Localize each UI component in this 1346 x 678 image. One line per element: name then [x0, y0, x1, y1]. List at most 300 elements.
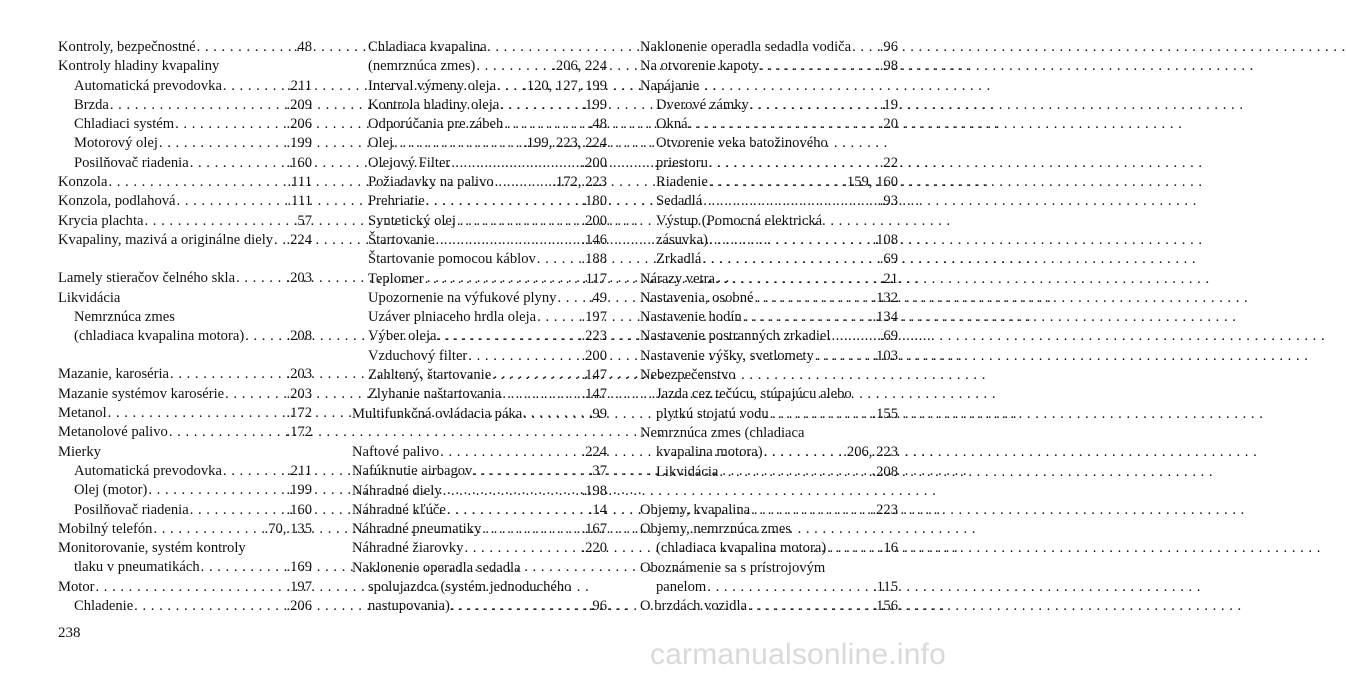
index-page-ref: .146: [581, 231, 607, 248]
index-page-ref: .199: [581, 96, 607, 113]
dot-leader: [443, 482, 581, 501]
index-page-ref: .16: [879, 540, 898, 557]
index-term: (nemrznúca zmes): [368, 58, 476, 75]
index-page-ref: .172, 223: [552, 174, 607, 191]
index-entry: [352, 405, 607, 424]
index-entry: [640, 443, 898, 462]
index-page-ref: .208: [872, 463, 898, 480]
index-entry: [352, 597, 607, 616]
index-page-ref: .169: [286, 559, 312, 576]
index-entry: [58, 173, 312, 192]
index-page-ref: .108: [872, 231, 898, 248]
index-page-ref: .20: [879, 116, 898, 133]
index-entry: [352, 443, 607, 462]
index-entry: [352, 385, 607, 404]
index-page-ref: .155: [872, 405, 898, 422]
index-page-ref: .160: [286, 154, 312, 171]
dot-leader: [764, 443, 843, 462]
index-page-ref: .120, 127, 199: [523, 77, 607, 94]
index-page-ref: .220: [581, 540, 607, 557]
index-entry: [58, 501, 312, 520]
dot-leader: [190, 501, 286, 520]
index-page-ref: .206, 223: [843, 444, 898, 461]
index-entry: [352, 347, 607, 366]
dot-leader: [709, 173, 842, 192]
dot-leader: [197, 38, 293, 57]
index-entry: [352, 134, 607, 153]
index-page-ref: .224: [286, 231, 312, 248]
index-page-ref: .188: [581, 251, 607, 268]
index-column-1: [58, 38, 312, 616]
dot-leader: [201, 558, 286, 577]
index-heading: Naklonenie operadla sedadla: [352, 559, 521, 576]
index-entry: [640, 308, 898, 327]
index-term: Motorový olej: [74, 135, 158, 152]
index-term: Náhradné kľúče: [352, 501, 446, 518]
watermark: carmanualsonline.info: [649, 638, 946, 671]
index-term: Dverové zámky: [656, 96, 749, 113]
index-term: Kvapaliny, mazivá a originálne diely: [58, 231, 274, 248]
index-term: Chladenie: [74, 598, 134, 615]
index-term: Mazanie systémov karosérie: [58, 385, 225, 402]
index-term: Objemy, kvapalina: [640, 501, 751, 518]
index-page-ref: .197: [581, 309, 607, 326]
index-entry: [58, 77, 312, 96]
index-entry: [640, 57, 898, 76]
dot-leader: [170, 365, 285, 384]
index-term: Chladiaci systém: [74, 116, 175, 133]
dot-leader: [709, 231, 872, 250]
index-heading: Výstup (Pomocná elektrická: [656, 212, 823, 229]
index-entry: [352, 192, 607, 211]
index-page-ref: .99: [588, 405, 607, 422]
index-term: Nastavenie výšky, svetlomety: [640, 347, 814, 364]
index-heading: Nemrznúca zmes (chladiaca: [640, 424, 805, 441]
index-term: Metanol: [58, 405, 107, 422]
index-page-ref: .209: [286, 96, 312, 113]
index-page-ref: .156: [872, 598, 898, 615]
index-term: Okná: [656, 116, 688, 133]
index-entry: [58, 212, 312, 231]
index-term: Interval výmeny oleja: [368, 77, 497, 94]
dot-leader: [492, 366, 580, 385]
index-page-ref: .111: [287, 174, 312, 191]
index-term: Likvidácia: [656, 463, 719, 480]
index-page-ref: .199: [286, 482, 312, 499]
dot-leader: [476, 57, 551, 76]
index-page-ref: .172: [286, 405, 312, 422]
index-entry: [352, 212, 607, 231]
dot-leader: [223, 462, 286, 481]
dot-leader: [169, 423, 286, 442]
dot-leader: [482, 520, 580, 539]
index-entry: [58, 134, 312, 153]
index-term: Náhradné žiarovky: [352, 540, 464, 557]
index-entry: [640, 463, 898, 482]
index-term: Konzola, podlahová: [58, 193, 176, 210]
index-page-ref: .19: [879, 96, 898, 113]
index-term: nastupovania): [368, 598, 450, 615]
index-heading: Monitorovanie, systém kontroly: [58, 540, 246, 557]
dot-leader: [435, 231, 580, 250]
index-term: Požiadavky na palivo: [368, 174, 494, 191]
index-term: Vzduchový filter: [368, 347, 468, 364]
index-page-ref: .103: [872, 347, 898, 364]
index-entry: [58, 231, 312, 250]
index-term: Odporúčania pre zábeh: [368, 116, 504, 133]
index-entry: [640, 539, 898, 558]
index-term: Sedadlá: [656, 193, 703, 210]
index-heading: Otvorenie veka batožinového: [656, 135, 828, 152]
index-page-ref: .96: [879, 39, 898, 55]
index-page-ref: .111: [287, 193, 312, 210]
dot-leader: [827, 539, 879, 558]
index-term: Uzáver plniaceho hrdla oleja: [368, 309, 537, 326]
index-term: Posilňovač riadenia: [74, 154, 189, 171]
dot-leader: [394, 134, 522, 153]
dot-leader: [495, 173, 552, 192]
dot-leader: [523, 405, 588, 424]
index-page-ref: .200: [581, 154, 607, 171]
index-entry: [352, 57, 607, 76]
index-entry: [640, 327, 898, 346]
index-entry: [58, 38, 312, 57]
dot-leader: [743, 308, 872, 327]
dot-leader: [831, 327, 878, 346]
index-term: O brzdách vozidla: [640, 598, 747, 615]
index-term: kvapalina motora): [656, 444, 763, 461]
index-term: Upozornenie na výfukové plyny: [368, 289, 557, 306]
index-page-ref: .211: [287, 77, 312, 94]
index-page-ref: .200: [581, 347, 607, 364]
index-term: Mobilný telefón: [58, 520, 153, 537]
dot-leader: [557, 289, 587, 308]
index-entry: [352, 250, 607, 269]
index-entry: [640, 192, 898, 211]
index-term: Nafúknutie airbagov: [352, 463, 473, 480]
index-entry: [352, 270, 607, 289]
index-page-ref: .208: [286, 328, 312, 345]
index-entry: [352, 482, 607, 501]
index-page-ref: .147: [581, 386, 607, 403]
dot-leader: [770, 405, 872, 424]
index-entry: [640, 250, 898, 269]
index-term: Prehriatie: [368, 193, 425, 210]
index-term: zásuvka): [656, 231, 708, 248]
index-term: Štartovanie pomocou káblov: [368, 251, 536, 268]
index-entry: [352, 289, 607, 308]
index-term: Riadenie: [656, 174, 708, 191]
index-term: Nastavenia, osobné: [640, 289, 754, 306]
index-entry: [352, 173, 607, 192]
index-heading: Napájanie: [640, 77, 700, 94]
index-entry: [352, 115, 607, 134]
dot-leader: [236, 269, 285, 288]
index-term: Posilňovač riadenia: [74, 501, 189, 518]
index-page-ref: .203: [286, 385, 312, 402]
dot-leader: [500, 96, 580, 115]
index-term: Kontroly, bezpečnostné: [58, 39, 196, 55]
index-term: Motor: [58, 578, 95, 595]
dot-leader: [177, 192, 287, 211]
index-term: Štartovanie: [368, 231, 435, 248]
index-column-2: [352, 38, 607, 617]
index-term: tlaku v pneumatikách: [74, 559, 200, 576]
index-heading: Oboznámenie sa s prístrojovým: [640, 559, 826, 576]
dot-leader: [702, 250, 878, 269]
dot-leader: [716, 270, 879, 289]
index-entry: [352, 77, 607, 96]
index-entry: [640, 38, 898, 57]
dot-leader: [108, 404, 286, 423]
index-heading: Jazda cez tečúcu, stúpajúcu alebo: [656, 386, 852, 403]
index-page-ref: .69: [879, 328, 898, 345]
dot-leader: [95, 578, 285, 597]
index-page-ref: .223: [581, 328, 607, 345]
index-entry: [58, 558, 312, 577]
index-term: Náhradné pneumatiky: [352, 521, 482, 538]
index-entry: [640, 231, 898, 250]
dot-leader: [502, 385, 580, 404]
index-entry: [58, 404, 312, 423]
index-entry: [58, 96, 312, 115]
index-term: Nastavenie hodín: [640, 309, 742, 326]
index-entry: [352, 231, 607, 250]
dot-leader: [754, 289, 871, 308]
index-page-ref: .48: [588, 116, 607, 133]
index-term: Krycia plachta: [58, 212, 144, 229]
index-entry: [640, 96, 898, 115]
index-heading: Likvidácia: [58, 289, 121, 306]
index-entry: [58, 154, 312, 173]
index-entry: [640, 501, 898, 520]
dot-leader: [175, 115, 285, 134]
index-term: panelom: [656, 579, 707, 596]
index-term: priestoru: [656, 154, 708, 171]
index-entry: [352, 501, 607, 520]
dot-leader: [190, 154, 286, 173]
index-term: plytkú stojatú vodu: [656, 405, 769, 422]
index-term: Naklonenie operadla sedadla vodiča: [640, 39, 852, 55]
index-entry: [58, 520, 312, 539]
dot-leader: [497, 77, 522, 96]
index-entry: [640, 154, 898, 173]
index-page-ref: .96: [588, 598, 607, 615]
index-page-ref: .48: [293, 39, 312, 55]
index-term: Olej (motor): [74, 482, 148, 499]
index-term: Multifunkčná ovládacia páka: [352, 405, 523, 422]
index-page-ref: .115: [873, 579, 898, 596]
dot-leader: [451, 154, 580, 173]
page-number: 238: [58, 625, 81, 641]
index-page-ref: .199: [286, 135, 312, 152]
index-term: Automatická prevodovka: [74, 77, 222, 94]
index-heading: Mierky: [58, 443, 101, 460]
index-term: Teplomer: [368, 270, 424, 287]
index-page-ref: .37: [588, 463, 607, 480]
index-page-ref: .203: [286, 366, 312, 383]
index-term: Konzola: [58, 174, 108, 191]
dot-leader: [703, 192, 879, 211]
index-page-ref: .22: [879, 154, 898, 171]
dot-leader: [159, 134, 286, 153]
dot-leader: [468, 347, 580, 366]
index-entry: [640, 289, 898, 308]
index-page-ref: .57: [293, 212, 312, 229]
dot-leader: [537, 308, 580, 327]
index-page-ref: .198: [581, 482, 607, 499]
dot-leader: [440, 443, 580, 462]
index-page-ref: .223: [872, 501, 898, 518]
index-term: Nárazy vetra: [640, 270, 715, 287]
index-page-ref: .199, 223, 224: [523, 135, 607, 152]
index-term: Metanolové palivo: [58, 424, 168, 441]
index-term: Olejový Filter: [368, 154, 451, 171]
index-page-ref: .203: [286, 270, 312, 287]
index-term: Zrkadlá: [656, 251, 702, 268]
dot-leader: [245, 327, 285, 346]
index-page-ref: .70, 135: [264, 520, 312, 537]
index-term: (chladiaca kvapalina motora): [74, 328, 245, 345]
index-entry: [58, 578, 312, 597]
dot-leader: [110, 96, 286, 115]
dot-leader: [504, 115, 587, 134]
index-term: (chladiaca kvapalina motora): [656, 540, 827, 557]
dot-leader: [274, 231, 285, 250]
index-heading: spolujazdca (systém jednoduchého: [368, 579, 572, 596]
index-entry: [58, 269, 312, 288]
index-entry: [58, 462, 312, 481]
index-term: Výber oleja: [368, 328, 437, 345]
dot-leader: [537, 250, 581, 269]
index-term: Nastavenie postranných zrkadiel: [640, 328, 831, 345]
dot-leader: [457, 212, 580, 231]
index-entry: [352, 327, 607, 346]
index-page-ref: .98: [879, 58, 898, 75]
index-term: Zahltený, štartovanie: [368, 367, 492, 384]
index-page-ref: .147: [581, 367, 607, 384]
index-term: Brzda: [74, 96, 109, 113]
index-page-ref: .160: [286, 501, 312, 518]
index-entry: [640, 270, 898, 289]
index-entry: [640, 597, 898, 616]
index-entry: [58, 115, 312, 134]
dot-leader: [134, 597, 285, 616]
index-entry: [352, 366, 607, 385]
dot-leader: [707, 578, 872, 597]
dot-leader: [426, 192, 581, 211]
index-heading: Objemy, nemrznúca zmes: [640, 521, 792, 538]
index-term: Olej: [368, 135, 394, 152]
index-entry: [58, 597, 312, 616]
dot-leader: [153, 520, 263, 539]
index-page-ref: .200: [581, 212, 607, 229]
dot-leader: [750, 96, 879, 115]
index-page-ref: .180: [581, 193, 607, 210]
index-page-ref: .172: [286, 424, 312, 441]
index-page-ref: .206: [286, 598, 312, 615]
index-term: Automatická prevodovka: [74, 462, 222, 479]
dot-leader: [751, 501, 871, 520]
index-page-ref: .211: [287, 462, 312, 479]
index-heading: Nemrznúca zmes: [74, 308, 175, 325]
index-page-ref: .69: [879, 251, 898, 268]
dot-leader: [709, 154, 879, 173]
index-page-ref: .134: [872, 309, 898, 326]
index-heading: Kontroly hladiny kvapaliny: [58, 58, 220, 75]
index-heading: Nebezpečenstvo: [640, 367, 736, 384]
index-entry: [352, 154, 607, 173]
dot-leader: [223, 77, 286, 96]
index-entry: [640, 173, 898, 192]
dot-leader: [464, 539, 580, 558]
index-entry: [58, 192, 312, 211]
index-entry: [352, 96, 607, 115]
index-heading: Chladiaca kvapalina: [368, 39, 487, 55]
index-page-ref: .93: [879, 193, 898, 210]
dot-leader: [815, 347, 872, 366]
index-entry: [640, 115, 898, 134]
dot-leader: [108, 173, 286, 192]
index-entry: [58, 385, 312, 404]
index-page-ref: .224: [581, 443, 607, 460]
index-page-ref: .167: [581, 521, 607, 538]
dot-leader: [852, 38, 879, 57]
index-entry: [352, 462, 607, 481]
index-page-ref: .197: [286, 578, 312, 595]
index-entry: [352, 539, 607, 558]
index-entry: [58, 327, 312, 346]
dot-leader: [437, 327, 580, 346]
index-page-ref: .206: [286, 116, 312, 133]
index-term: Mazanie, karoséria: [58, 366, 170, 383]
dot-leader: [760, 57, 879, 76]
index-entry: [352, 308, 607, 327]
index-page-ref: .206, 224: [552, 58, 607, 75]
index-entry: [352, 520, 607, 539]
index-entry: [640, 347, 898, 366]
dot-leader: [748, 597, 871, 616]
index-page-ref: .14: [588, 501, 607, 518]
dot-leader: [425, 270, 581, 289]
index-term: Na otvorenie kapoty: [640, 58, 760, 75]
index-page-ref: .21: [879, 270, 898, 287]
index-term: Syntetický olej: [368, 212, 456, 229]
index-entry: [640, 405, 898, 424]
index-page-ref: .132: [872, 289, 898, 306]
dot-leader: [689, 115, 879, 134]
dot-leader: [447, 501, 588, 520]
dot-leader: [719, 463, 871, 482]
index-term: Zlyhanie naštartovania: [368, 386, 502, 403]
dot-leader: [225, 385, 285, 404]
index-entry: [640, 578, 898, 597]
index-page-ref: .117: [582, 270, 607, 287]
index-term: Kontrola hladiny oleja: [368, 96, 500, 113]
index-entry: [58, 481, 312, 500]
index-entry: [58, 365, 312, 384]
index-term: Lamely stieračov čelného skla: [58, 270, 236, 287]
index-term: Náhradné diely: [352, 482, 442, 499]
dot-leader: [145, 212, 293, 231]
index-page-ref: .49: [588, 289, 607, 306]
dot-leader: [451, 597, 588, 616]
index-term: Naftové palivo: [352, 443, 440, 460]
dot-leader: [473, 462, 587, 481]
index-page-ref: .159, 160: [843, 174, 898, 191]
index-entry: [58, 423, 312, 442]
dot-leader: [148, 481, 285, 500]
